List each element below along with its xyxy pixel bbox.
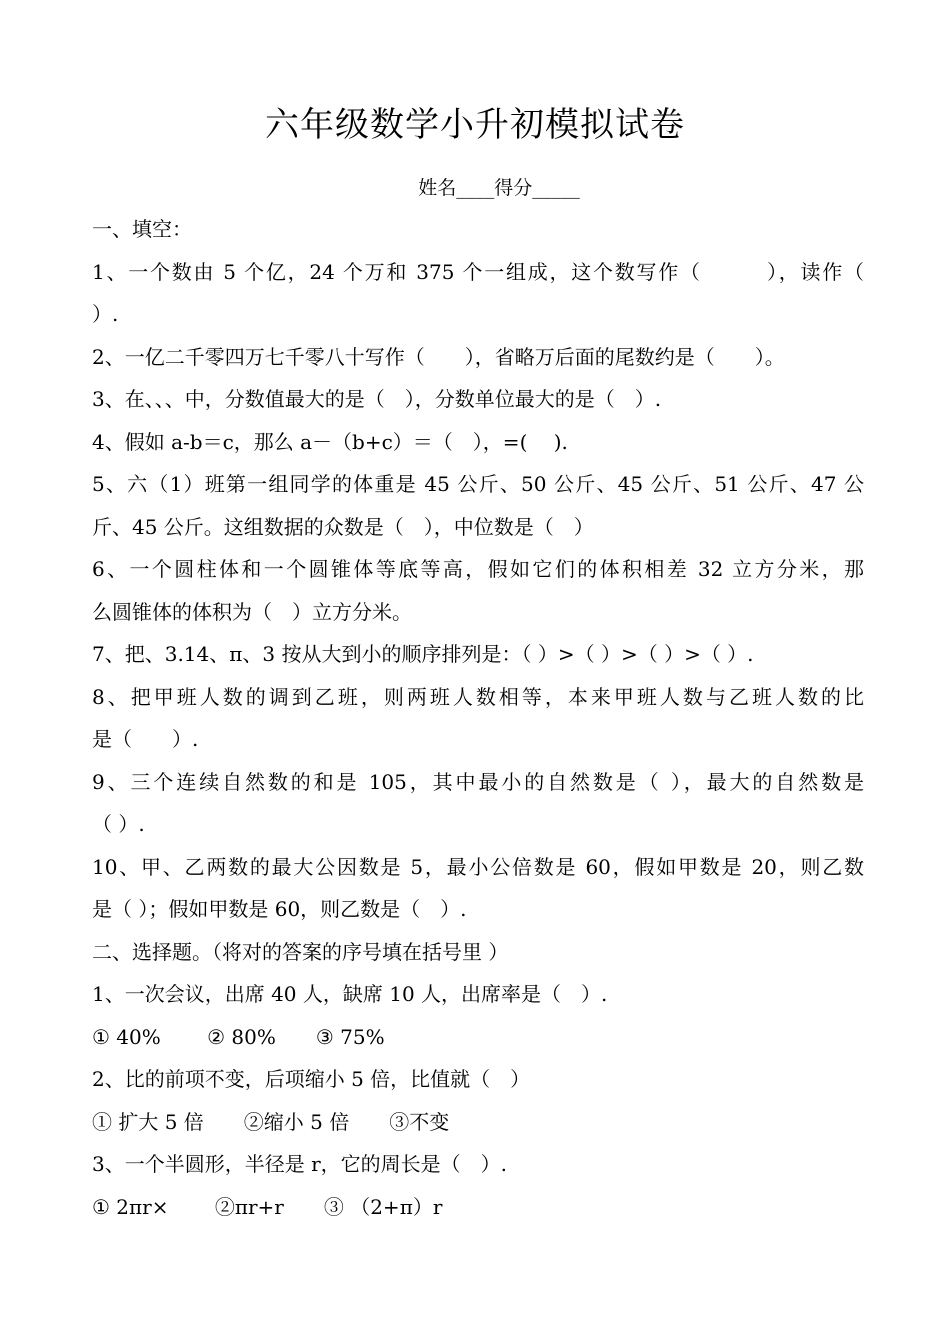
section-header-multiple-choice: 二、选择题。（将对的答案的序号填在括号里 ） (92, 939, 509, 964)
question-line: 3、在、、、中，分数值最大的是（ ），分数单位最大的是（ ）. (92, 387, 662, 411)
question-line: 8、把甲班人数的调到乙班，则两班人数相等，本来甲班人数与乙班人数的比 (92, 684, 864, 709)
question-line: 是（ ）. (92, 727, 199, 751)
name-score-line: 姓名____得分_____ (418, 177, 580, 199)
question-line: ）. (92, 302, 119, 326)
question-line: 斤、45 公斤。这组数据的众数是（ ），中位数是（ ） (92, 514, 594, 539)
question-line: 2、比的前项不变，后项缩小 5 倍，比值就（ ） (92, 1067, 531, 1091)
answer-options: ① 2πr× ②πr+r ③ （2+π）r (92, 1194, 443, 1219)
exam-title: 六年级数学小升初模拟试卷 (265, 105, 685, 145)
question-line: 2、一亿二千零四万七千零八十写作（ ），省略万后面的尾数约是（ ）。 (92, 344, 785, 369)
question-line: 6、一个圆柱体和一个圆锥体等底等高，假如它们的体积相差 32 立方分米，那 (92, 557, 864, 581)
question-line: （ ）. (92, 812, 145, 836)
question-line: 5、六（1）班第一组同学的体重是 45 公斤、50 公斤、45 公斤、51 公斤、47 公 (92, 472, 864, 496)
answer-options: ① 40% ② 80% ③ 75% (92, 1024, 385, 1049)
question-line: 7、把、3.14、π、3 按从大到小的顺序排列是：（ ）>（ ）>（ ）>（ ）. (92, 642, 754, 666)
question-line: 3、一个半圆形，半径是 r，它的周长是（ ）. (92, 1152, 507, 1176)
question-line: 9、三个连续自然数的和是 105，其中最小的自然数是（ ），最大的自然数是 (92, 769, 864, 794)
question-line: 4、假如 a-b＝c，那么 a－（b+c）＝（ ），=( ). (92, 429, 568, 454)
question-line: 么圆锥体的体积为（ ）立方分米。 (92, 599, 412, 624)
question-line: 1、一次会议，出席 40 人，缺席 10 人，出席率是（ ）. (92, 982, 608, 1006)
answer-options: ① 扩大 5 倍 ②缩小 5 倍 ③不变 (92, 1109, 450, 1134)
question-line: 10、甲、乙两数的最大公因数是 5，最小公倍数是 60，假如甲数是 20，则乙数 (92, 854, 864, 879)
exam-content (92, 208, 864, 1228)
question-line: 1、一个数由 5 个亿，24 个万和 375 个一组成，这个数写作（ ），读作（ (92, 259, 864, 284)
section-header-fill-blank: 一、填空： (92, 217, 192, 241)
question-line: 是（ ）；假如甲数是 60，则乙数是（ ）. (92, 897, 467, 921)
